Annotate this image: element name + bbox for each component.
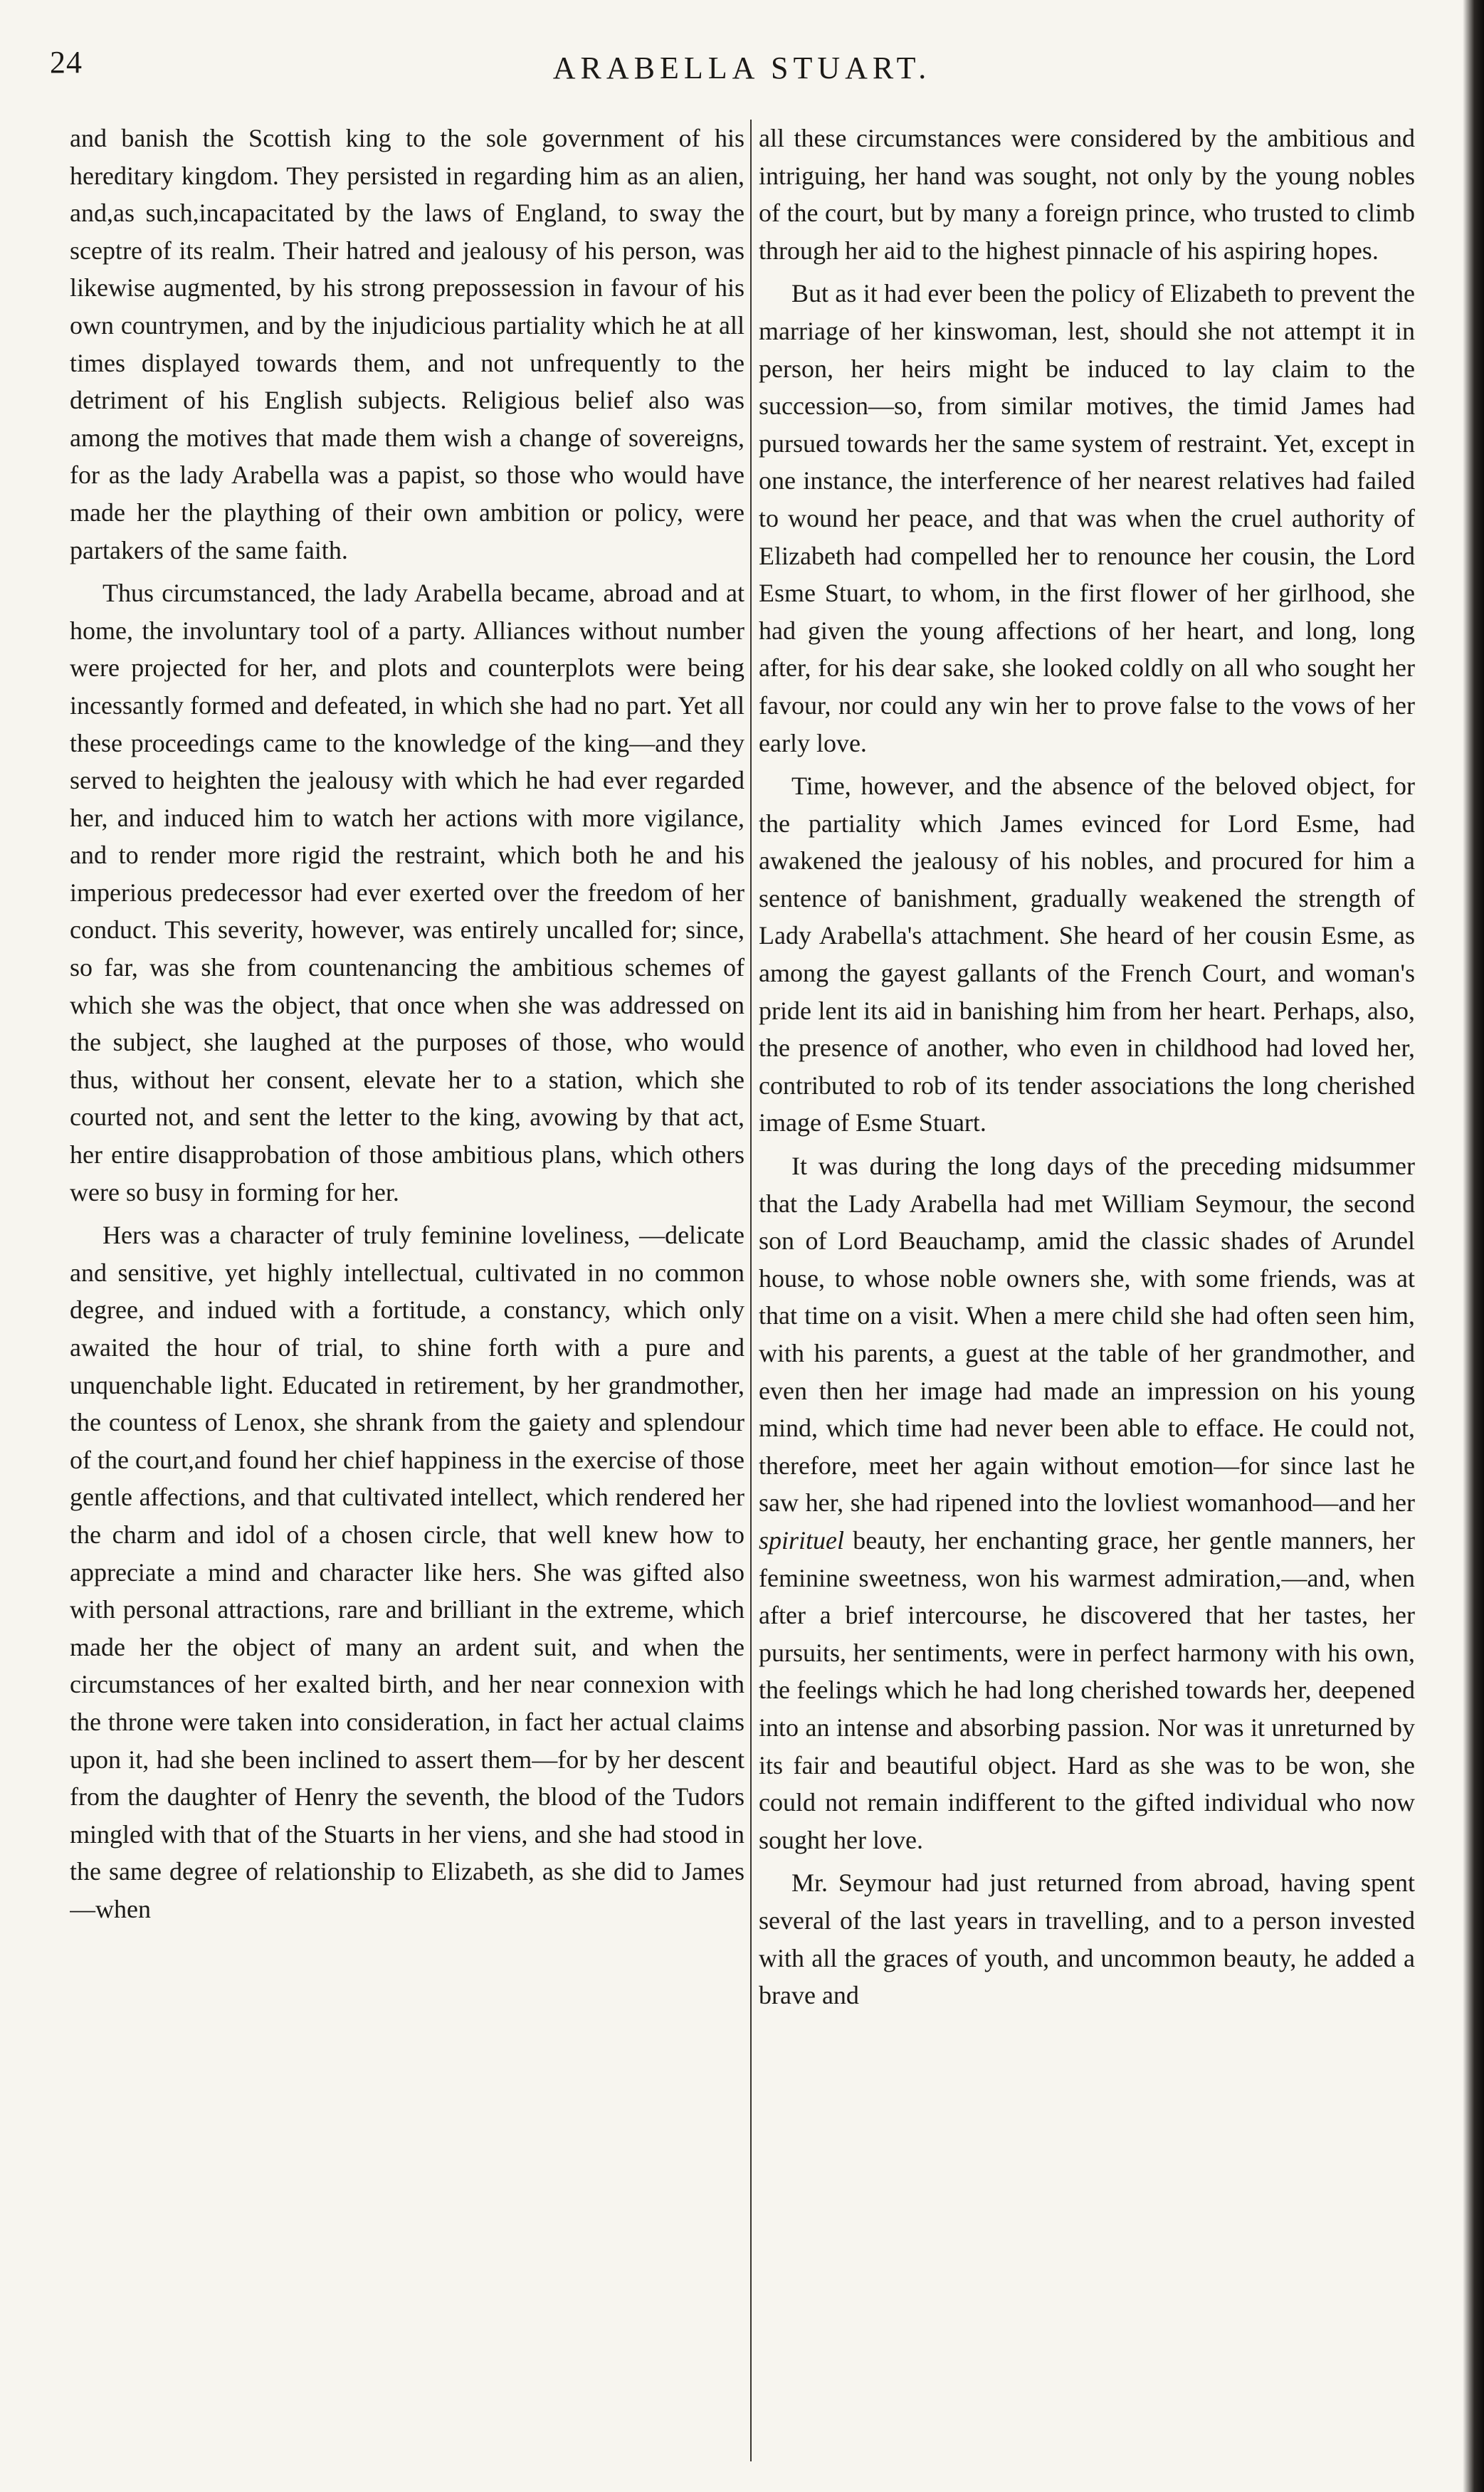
page-edge-shadow [1463,0,1484,2492]
right-column [759,120,1415,2461]
paragraph-text: beauty, her enchanting grace, her gentle manners, her feminine sweetness, won his warmest admiration,—and, when after a brief intercourse, he discovered that her tastes, her pursuits, her sentiments, were in perfect harmony with his own, the feelings which he had long cherished towards her, deepened into an intense and absorbing passion. Nor was it unreturned by its fair and beautiful object. Hard as she was to be won, she could not remain indifferent to the gifted individual who now sought her love. [759,1525,1415,1854]
paragraph: Mr. Seymour had just returned from abroad, having spent several of the last years in travelling, and to a person invested with all the graces of youth, and uncommon beauty, he added a brave and [759,1868,1415,2010]
paragraph: Hers was a character of truly feminine loveliness, —delicate and sensitive, yet highly intellectual, cultivated in no common degree, and indued with a fortitude, a constancy, which only awaited the hour of trial, to shine forth with a pure and unquenchable light. Educated in retirement, by her grandmother, the countess of Lenox, she shrank from the gaiety and splendour of the court,and found her chief happiness in the exercise of those gentle affections, and that cultivated intellect, which rendered her the charm and idol of a chosen circle, that well knew how to appreciate a mind and character like hers. She was gifted also with personal attractions, rare and brilliant in the extreme, which made her the object of many an ardent suit, and when the circumstances of her exalted birth, and her near connexion with the throne were taken into consideration, in fact her actual claims upon it, had she been inclined to assert them—for by her descent from the daughter of Henry the seventh, the blood of the Tudors mingled with that of the Stuarts in her viens, and she had stood in the same degree of relationship to Elizabeth, as she did to James—when [70,1221,744,1923]
column-divider [750,120,752,2461]
running-title: ARABELLA STUART. [552,51,932,85]
paragraph: all these circumstances were considered by the ambitious and intriguing, her hand was sought, not only by the young nobles of the court, but by many a foreign prince, who trusted to climb through her aid to the highest pinnacle of his aspiring hopes. [759,124,1415,265]
left-column [70,120,744,2461]
page-number: 24 [50,45,83,80]
italic-word: spirituel [759,1525,845,1555]
paragraph: But as it had ever been the policy of Elizabeth to prevent the marriage of her kinswoman, lest, should she not attempt it in person, her heirs might be induced to lay claim to the succession—so, from similar motives, the timid James had pursued towards her the same system of restraint. Yet, except in one instance, the interference of her nearest relatives had failed to wound her peace, and that was when the cruel authority of Elizabeth had compelled her to renounce her cousin, the Lord Esme Stuart, to whom, in the first flower of her girlhood, she had given the young affections of her heart, and long, long after, for his dear sake, she looked coldly on all who sought her favour, nor could any win her to prove false to the vows of her early love. [759,279,1415,757]
paragraph [759,1147,1415,1859]
paragraph: Time, however, and the absence of the beloved object, for the partiality which James evinced for Lord Esme, had awakened the jealousy of his nobles, and procured for him a sentence of banishment, gradually weakened the strength of Lady Arabella's attachment. She heard of her cousin Esme, as among the gayest gallants of the French Court, and woman's pride lent its aid in banishing him from her heart. Perhaps, also, the presence of another, who even in childhood had loved her, contributed to rob of its tender associations the long cherished image of Esme Stuart. [759,772,1415,1137]
paragraph: and banish the Scottish king to the sole government of his hereditary kingdom. They persisted in regarding him as an alien, and,as such,incapacitated by the laws of England, to sway the sceptre of its realm. Their hatred and jealousy of his person, was likewise augmented, by his strong prepossession in favour of his own countrymen, and by the injudicious partiality which he at all times displayed towards them, and not unfrequently to the detriment of his English subjects. Religious belief also was among the motives that made them wish a change of sovereigns, for as the lady Arabella was a papist, so those who would have made her the plaything of their own ambition or policy, were partakers of the same faith. [70,124,744,564]
paragraph: Thus circumstanced, the lady Arabella became, abroad and at home, the involuntary tool of a party. Alliances without number were projected for her, and plots and counterplots were being incessantly formed and defeated, in which she had no part. Yet all these proceedings came to the knowledge of the king—and they served to heighten the jealousy with which he had ever regarded her, and induced him to watch her actions with more vigilance, and to render more rigid the restraint, which both he and his imperious predecessor had ever exerted over the freedom of her conduct. This severity, however, was entirely uncalled for; since, so far, was she from countenancing the ambitious schemes of which she was the object, that once when she was addressed on the subject, she laughed at the purposes of those, who would thus, without her consent, elevate her to a station, which she courted not, and sent the letter to the king, avowing by that act, her entire disapprobation of those ambitious plans, which others were so busy in forming for her. [70,579,744,1206]
paragraph-text: It was during the long days of the preceding midsummer that the Lady Arabella had met William Seymour, the second son of Lord Beauchamp, amid the classic shades of Arundel house, to whose noble owners she, with some friends, was at that time on a visit. When a mere child she had often seen him, with his parents, a guest at the table of her grandmother, and even then her image had made an impression on his young mind, which time had never been able to efface. He could not, therefore, meet her again without emotion—for since last he saw her, she had ripened into the lovliest womanhood—and her [759,1152,1415,1518]
